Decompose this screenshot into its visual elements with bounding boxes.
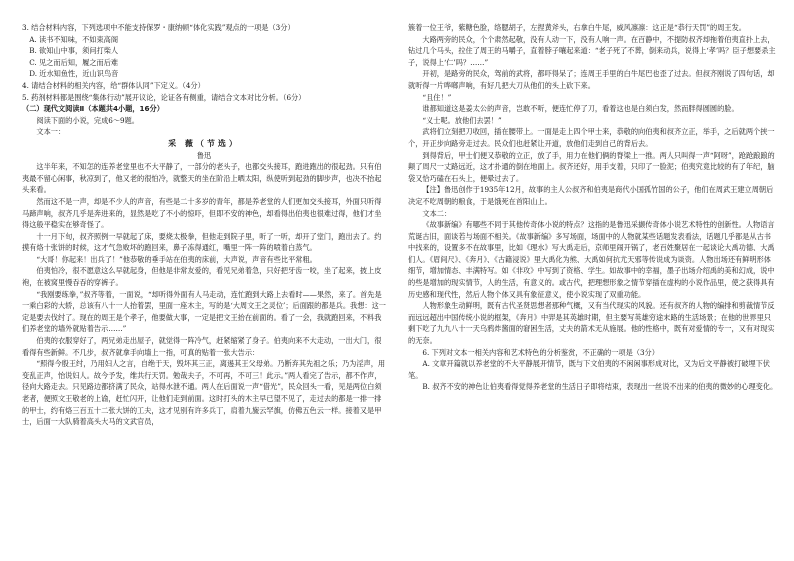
story-paragraph: 谁都知道这是姜太公的声音，岂敢不听，便连忙停了刀，看着这也是白须白发，然而胖得圆圆的脸。 [422,104,739,114]
option-a: A. 文章开篇就以养老堂的不大平静展开情节，既与下文伯夷的不闲闲事形成对比，又为后文平静被打破埋下伏笔。 [408,359,770,380]
story-paragraph: 武将们立刻把刀收回，插在腰带上。一面是走上四个甲士来，恭敬的向伯夷和叔齐立正，举手，之后就两个挟一个，开正步向路旁走过去。民众们也赶紧让开道，放他们走到自己的背后去。 [408,127,775,148]
option-d: D. 近水知鱼性，近山识鸟音 [29,69,119,79]
essay-paragraph: 《故事新编》有哪些不同于其他传奇体小说的特点？这指的是鲁迅采撷传奇体小说艺术特性的创新性。人物语言荒诞古旧，面谈若与场面不相关。《故事新编》多写场面，场面中的人物就某些话题发表看法，话题几乎都是从古书中找来的，设置多不在故事里，比如《理水》写大禹走后，京师里闹开锅了，老百姓聚居在一起谈论大禹功德、大禹们人。《眉间尺》、《奔月》、《古籍浸说》里大禹化为熊、大禹如何抗尤天邪等传说成为谈资。人物出场还有鲜明形体细节，增加情态、丰满特写。如《非攻》中写到了资格、学生。如故事中的幸福，墨子出场介绍禹的美和幻成，说中的些是增加的现实情节，人的生活，有意义的。或古代，把理想形象之情节穿插在虚构的小说作品里，使之获得具有历史感和现代性，然后人物个体又具有象征意义，使小说实现了双重功能。 [408,220,775,299]
option-a: A. 读书不知味，不如束高阁 [29,34,119,44]
question-6: 6. 下列对文本一相关内容和艺术特色的分析鉴赏，不正确的一项是（3分） [422,347,659,357]
story-paragraph: 这半年来，不知怎的连养老堂里也不大平静了，一部分的老头子，也都交头接耳，跑进跑出的很起劲。只有伯夷最不留心闲事，秋凉到了，他又老的很怕冷，就整天的坐在阶沿上晒太阳，纵使听到起劲的脚步声，也决不抬起头来看。 [22,162,382,195]
option-b: B. 叔齐不安的神色让伯夷看得觉得养老堂的生活日子即将结束，表现出一丝说不出来的伯夷的微妙的心理变化。 [422,382,778,392]
story-paragraph: 簇着一位王爷，紫糖色脸，络腮胡子，左捏黄斧头，右拿白牛尾，威风凛凛：这正是“恭行天罚”的周王发。 [408,23,746,32]
question-4: 4. 请结合材料的相关内容，给“群体认同”下定义。（4分） [22,80,205,90]
story-paragraph: 十一月下旬，叔齐照例一早就起了床，要烧太极拳，但他走到院子里，听了一听，却开了堂门，跑出去了。约摸有烙十张饼的时候，这才气急败坏的跑回来，鼻子冻得通红，嘴里一阵一阵的喷着白蒸气。 [22,231,382,253]
right-column [408,22,778,551]
story-paragraph: 伯夷的衣服穿好了，两兄弟走出屋子，就觉得一阵冷气，赶紧缩紧了身子。伯夷向来不大走动，一出大门，很看得有些新鲜。不几步，叔齐就拿手向墙上一指，可真的贴着一张大告示： [22,336,382,357]
section-intro: 阅读下面的小说，完成6～9题。 [36,115,139,125]
left-column [22,22,386,551]
option-b: B. 欲知山中事，须问打柴人 [29,46,119,56]
option-c: C. 见之而后知，履之而后难 [29,57,119,67]
text-two-label: 文本二： [422,208,452,218]
proclamation-paragraph: “照得今殷王纣，乃用妇人之言，自绝于天，毁坏其三正，离逷其王父母弟。乃断弃其先祖之乐；乃为淫声，用变乱正声，怡说妇人。故今予发，维共行天罚。勉哉夫子，不可再，不可三！此示。”两人看完了告示，都不作声，径向大路走去。只见路边都挤满了民众，站得水泄不通。两人在后面说一声“借光”，民众回头一看，见是两位白须老者，便照文王敬老的上谕，赶忙闪开，让他们走到前面。这时打头的木主早已望不见了，走过去的都是一排一排的甲士，约有烙三百五十二张大饼的工夫，这才见别有许多兵丁，肩着九旒云罕旗，仿佛五色云一样。接着又是甲士，后面一大队骑着高头大马的文武官员， [22,359,386,427]
story-paragraph: 到得背后，甲士们便又恭敬的立正，放了手，用力在他们俩的脊梁上一推。两人只叫得一声“阿呀”，跄跄踉踉的颠了周尺一丈路远近，这才扑通的倒在地面上。叔齐还好，用手支着，只印了一脸泥；伯夷究竟比较的有了年纪，脑袋又恰巧磕在石头上，便晕过去了。 [408,150,775,183]
story-paragraph: “我刚要练拳，”叔齐等着，一面说，“却听得外面有人马走动，连忙跑到大路上去看时——果然，来了。首先是一乘白彩的大轿，总该有八十一人抬着罢，里面一座木主，写的是‘大周文王之灵位’；后面跟的都是兵。我想：这一定是要去伐纣了。现在的周王是个孝子，他要做大事，一定是把文王抬在前面的。看了一会，我就跑回来，不料我们养老堂的墙外就贴着告示……” [22,289,386,334]
story-paragraph-underlined: 大路两旁的民众，个个肃然起敬，没有人动一下，没有人响一声。在百静中，不提防叔齐却拖着伯夷直扑上去，钻过几个马头，拉住了周王的马嚼子，直着脖子嚷起来道：“老子死了不葬，倒来动兵，说得上‘孝’吗？臣子想要杀主子，说得上‘仁’吗？……” [408,34,776,67]
story-author: 鲁迅 [196,150,212,160]
story-paragraph: “大哥！你起来！出兵了！”他恭敬的垂手站在伯夷的床前，大声说，声音有些比平常粗。 [36,254,317,264]
story-paragraph: “且住！” [422,92,452,102]
story-title: 采 薇（节选） [168,138,240,148]
question-5: 5. 药剂材料都是围绕“集体行动”展开议论，论证各有侧重，请结合文本对比分析。（6分） [22,92,306,102]
story-paragraph: 然而这不是一声，却是不少人的声音，有些是二十多岁的青年，都是养老堂的人们更加交头接耳，外面只听得马蹄声响，叔齐几乎是奔进来的，显然是吃了不小的惊吓，但即不安的神色，却看得出伯夷也很难过得，他们才坐得这般平稳实在够奇怪了。 [22,196,382,230]
section-heading: （二）现代文阅读Ⅱ（本题共4小题，16分） [22,104,164,114]
story-paragraph: 开初，是路旁的民众，驾前的武将，都吓得呆了；连周王手里的白牛尾巴也歪了过去。但叔齐刚说了四句话，却就听得一片哗啷声响，有好几把大刀从他们的头上砍下来。 [408,69,775,90]
essay-paragraph: 人物形象生动鲜明，既有古代圣贤思想者那种气概，又有当代现实的风貌。还有叔齐的人物的编排和剪裁情节反而远远超出中国传统小说的框架，《奔月》中羿是其英雄时期，但主要写英雄穷途末路的生活场景；在他的世界里只剩下吃了九九八十一天乌鸦炸酱面的窘困生活，丈夫的箭术无从施展。他的性格中，既有对爱情的专一，又有对现实的无奈。 [408,301,775,346]
question-3: 3. 结合材料内容，下列选项中不能支持保罗・康纳顿“体化实践”观点的一项是（3分） [22,23,295,32]
story-note: 【注】鲁迅创作于1935年12月，故事的主人公叔齐和伯夷是商代小国孤竹国的公子，他们在周武王建立周朝后决定不吃周朝的粮食，于是饿死在首阳山上。 [408,185,774,206]
story-paragraph: “义士呢。放他们去罢！” [422,115,502,125]
story-paragraph: 伯夷怕冷，很不愿意这么早就起身，但他是非常友爱的，看见兄弟着急，只好把牙齿一咬，坐了起来，披上皮袍，在被窝里慢吞吞的穿裤子。 [22,266,382,288]
text-one-label: 文本一： [36,127,66,137]
